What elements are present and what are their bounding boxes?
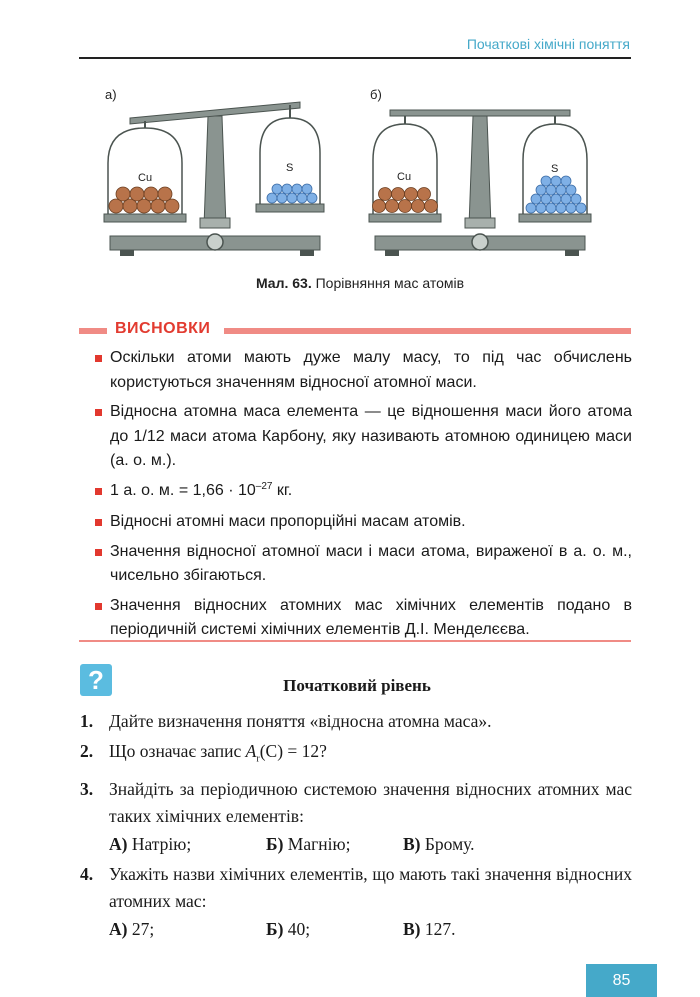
scale-pillar — [469, 116, 491, 226]
balance-scale-b — [365, 88, 605, 263]
option-text: 127. — [420, 918, 456, 939]
formula-symbol: A — [245, 741, 257, 761]
answer-options — [109, 830, 632, 858]
scale-pillar — [204, 116, 226, 226]
question-item — [80, 708, 632, 735]
conclusions-list — [110, 346, 632, 648]
figure-caption-text: Порівняння мас атомів — [311, 275, 465, 291]
conclusion-item: Відносна атомна маса елемента — це відношення маси його атома до 1/12 маси атома Карбону, яку називають атомною одиницею маси (а. о. м.). — [110, 400, 632, 474]
unit: кг. — [272, 481, 293, 499]
answer-option — [109, 915, 266, 943]
running-header: Початкові хімічні поняття — [466, 36, 630, 52]
question-text: Дайте визначення поняття «відносна атомна маса». — [109, 711, 492, 731]
option-letter: Б) — [266, 918, 284, 939]
figure-label-b: б) — [370, 87, 382, 102]
answer-options — [109, 915, 632, 943]
option-text: 40; — [283, 918, 311, 939]
formula-ar — [245, 741, 260, 765]
option-text: Магнію; — [283, 833, 351, 854]
conclusions-title: ВИСНОВКИ — [115, 320, 211, 337]
question-number: 2. — [80, 741, 94, 761]
exponent: –27 — [255, 480, 273, 492]
question-item — [80, 776, 632, 858]
scale-knob — [207, 234, 223, 250]
question-item — [80, 861, 632, 943]
answer-option — [403, 915, 456, 943]
option-letter: В) — [403, 918, 421, 939]
pan-label-s: S — [286, 162, 294, 174]
question-text: Що означає запис — [109, 741, 246, 761]
conclusions-bar-right — [224, 328, 631, 334]
figure-caption — [0, 275, 700, 291]
sulfur-atoms — [267, 184, 317, 203]
page-number: 85 — [586, 964, 657, 997]
answer-option — [403, 830, 475, 858]
header-rule — [79, 57, 631, 59]
figure-caption-number: Мал. 63. — [255, 275, 312, 291]
copper-atoms — [109, 187, 179, 213]
answer-option — [266, 830, 403, 858]
conclusions-rule — [79, 640, 631, 642]
option-letter: Б) — [266, 833, 284, 854]
conclusions-bar-left — [79, 328, 107, 334]
answer-option — [266, 915, 403, 943]
option-text: 27; — [127, 918, 155, 939]
question-number: 3. — [80, 778, 94, 799]
pan-label-cu: Cu — [397, 171, 412, 183]
questions-list — [80, 708, 632, 946]
conclusion-item: Відносні атомні маси пропорційні масам атомів. — [110, 510, 632, 535]
question-text: Знайдіть за періодичною системою значення відносних атомних мас таких хімічних елементів: — [109, 778, 632, 826]
balance-scale-a — [100, 88, 340, 263]
pan-label-s: S — [551, 163, 559, 175]
option-letter: В) — [403, 833, 421, 854]
conclusion-item — [110, 479, 632, 506]
question-mark-icon: ? — [80, 664, 112, 696]
formula-subscript: r — [256, 753, 260, 765]
conclusion-item: Значення відносних атомних мас хімічних елементів подано в періодичній системі хімічних елементів Д.І. Менделєєва. — [110, 594, 632, 643]
figure-label-a: а) — [105, 87, 117, 102]
conclusion-item: Оскільки атоми мають дуже малу масу, то під час обчислень користуються значенням відносної атомної маси. — [110, 346, 632, 395]
conclusions-header — [79, 320, 631, 340]
scale-knob — [472, 234, 488, 250]
question-number: 4. — [80, 863, 94, 884]
question-text: Укажіть назви хімічних елементів, що мають такі значення відносних атомних мас: — [109, 863, 632, 911]
question-item — [80, 738, 632, 773]
option-text: Брому. — [420, 833, 475, 854]
option-text: Натрію; — [127, 833, 192, 854]
pan-label-cu: Cu — [138, 172, 153, 184]
conclusion-item-text: 1 а. о. м. = 1,66 · 10 — [110, 481, 256, 499]
level-title: Початковий рівень — [283, 676, 431, 695]
question-number: 1. — [80, 711, 94, 731]
question-text-end: (C) = 12? — [259, 741, 327, 761]
sulfur-atoms — [526, 176, 586, 213]
option-letter: А) — [109, 833, 128, 854]
option-letter: А) — [109, 918, 128, 939]
scale-beam — [390, 110, 570, 116]
copper-atoms — [373, 188, 438, 213]
answer-option — [109, 830, 266, 858]
conclusion-item: Значення відносної атомної маси і маси атома, вираженої в а. о. м., чисельно збігаються. — [110, 540, 632, 589]
